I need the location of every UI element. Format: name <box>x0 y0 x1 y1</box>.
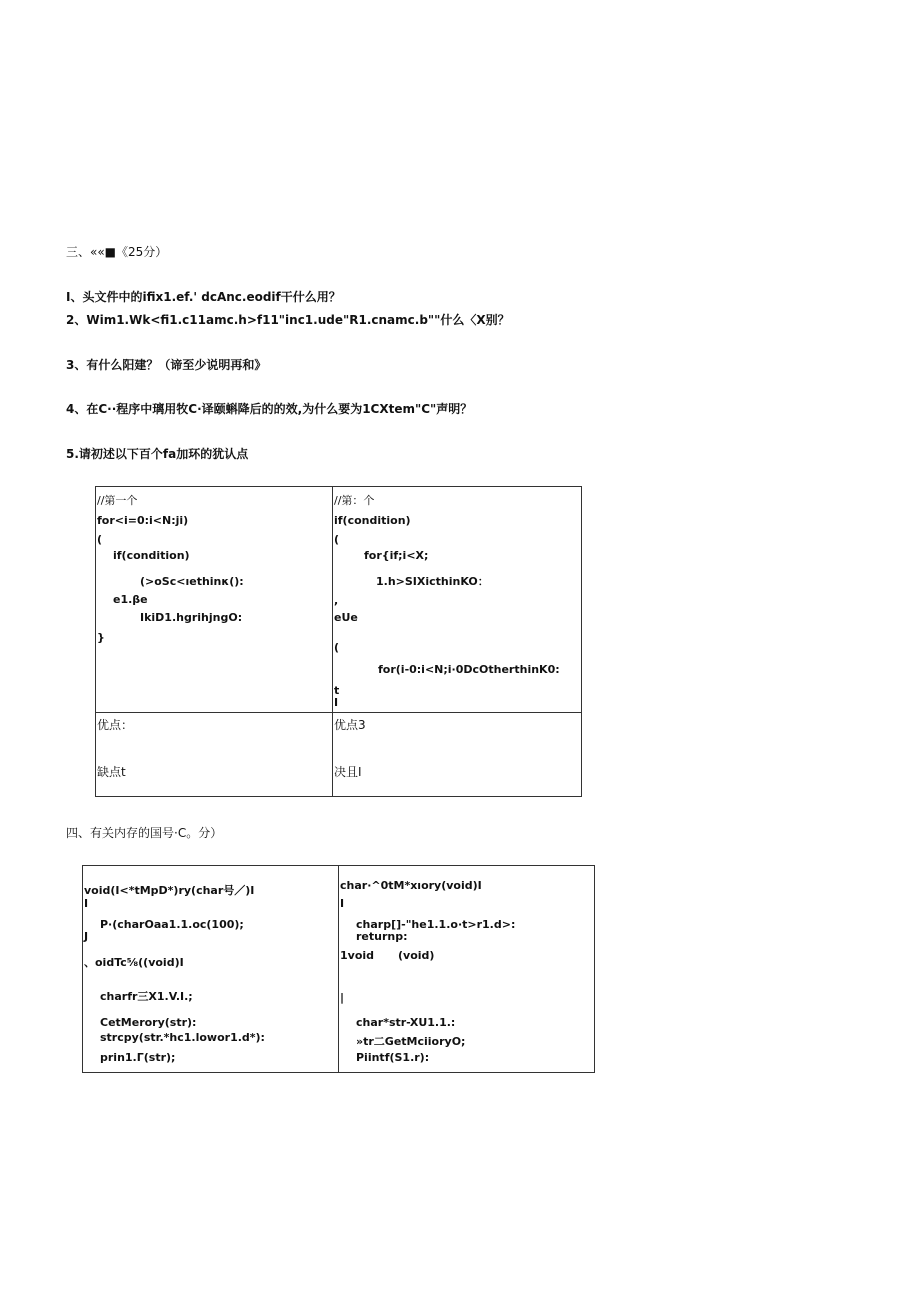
question-1: I、头文件中的ifix1.ef.' dcAnc.eodif干什么用？ <box>66 290 341 304</box>
table2-right-code-line: charp[]-"he1.1.o·t>r1.d>: <box>356 918 516 931</box>
table1-right-code-line: I <box>334 696 339 709</box>
table1-left-code-line: if(condition) <box>113 549 190 562</box>
table1-left-code-line: e1.βe <box>113 593 148 606</box>
table2-left-code-line: charfr三X1.V.I.; <box>100 990 193 1003</box>
table2-right-code-line: 1void <box>340 949 375 962</box>
table2-right-code-line: returnp: <box>356 930 408 943</box>
table2-left-code-line: prin1.Γ(str); <box>100 1051 176 1064</box>
table1-right-code-line: ( <box>334 533 340 546</box>
table1-right-code-line: 1.h>SIXicthinKO： <box>376 575 489 588</box>
section3-heading: 三、««■《25分） <box>66 245 168 259</box>
table1-row-divider <box>95 712 582 713</box>
table2-left-code-line: J <box>84 930 89 943</box>
table2-right-code-line: »tr二GetMciioryO; <box>356 1035 466 1048</box>
table2-left-code-line: void(I<*tMpD*)ry(char号／)I <box>84 884 255 897</box>
table1-left-code-line: IkiD1.hgrihjngO: <box>140 611 243 624</box>
table1-right-cons-label: 决且I <box>334 765 362 779</box>
table1-right-pros-label: 优点3 <box>334 718 366 732</box>
question-2: 2、Wim1.Wk<fi1.c11amc.h>f11"inc1.ude"R1.cnamc.b""什么〈X别？ <box>66 313 510 327</box>
table1-right-code-line: for(i-0:i<N;i·0DcOtherthinK0: <box>378 663 560 676</box>
table2-right-code-line: char*str-XU1.1.: <box>356 1016 456 1029</box>
table1-column-divider <box>332 486 333 797</box>
table1-right-code-line: if(condition) <box>334 514 411 527</box>
question-3: 3、有什么阳建？（谛至少说明再和》 <box>66 358 267 372</box>
table1-right-code-line: , <box>334 594 339 607</box>
table2-column-divider <box>338 865 339 1073</box>
table1-left-code-line: (>oSc<ıethinκ(): <box>140 575 244 588</box>
table2-right-code-line: char·^0tM*xıory(void)I <box>340 879 482 892</box>
table2-right-code-line: | <box>340 991 345 1004</box>
table2-right-code-line: (void) <box>398 949 435 962</box>
table1-left-cons-label: 缺点t <box>97 765 126 779</box>
table1-right-code-line: eUe <box>334 611 358 624</box>
table2-right-code-line: I <box>340 897 345 910</box>
table1-left-code-line: } <box>97 631 105 644</box>
question-5: 5.请初述以下百个fa加环的犹认点 <box>66 447 249 461</box>
table1-right-code-line: t <box>334 684 340 697</box>
table2-left-code-line: 、oidTc⅝((void)I <box>84 956 184 969</box>
table2-left-code-line: strcpy(str.*hc1.lowor1.d*): <box>100 1031 265 1044</box>
table1-right-code-line: ( <box>334 641 340 654</box>
table1-left-code-line: ( <box>97 533 103 546</box>
table1-right-code-line: //第：个 <box>334 494 375 507</box>
table1-right-code-line: for{if;i<X; <box>364 549 429 562</box>
table1-left-code-line: //第一个 <box>97 494 138 507</box>
table2-left-code-line: I <box>84 897 89 910</box>
table2-left-code-line: P·(charOaa1.1.oc(100); <box>100 918 244 931</box>
table1-left-pros-label: 优点： <box>97 718 134 732</box>
table2-right-code-line: Piintf(S1.r): <box>356 1051 430 1064</box>
section4-heading: 四、有关内存的国号·C。分） <box>66 826 223 840</box>
question-4: 4、在C··程序中璃用牧C·译颐蝌降后的的效,为什么要为1CXtem"C"声明？ <box>66 402 473 416</box>
table1-left-code-line: for<i=0:i<N:ji) <box>97 514 189 527</box>
table2-left-code-line: CetMerory(str): <box>100 1016 197 1029</box>
